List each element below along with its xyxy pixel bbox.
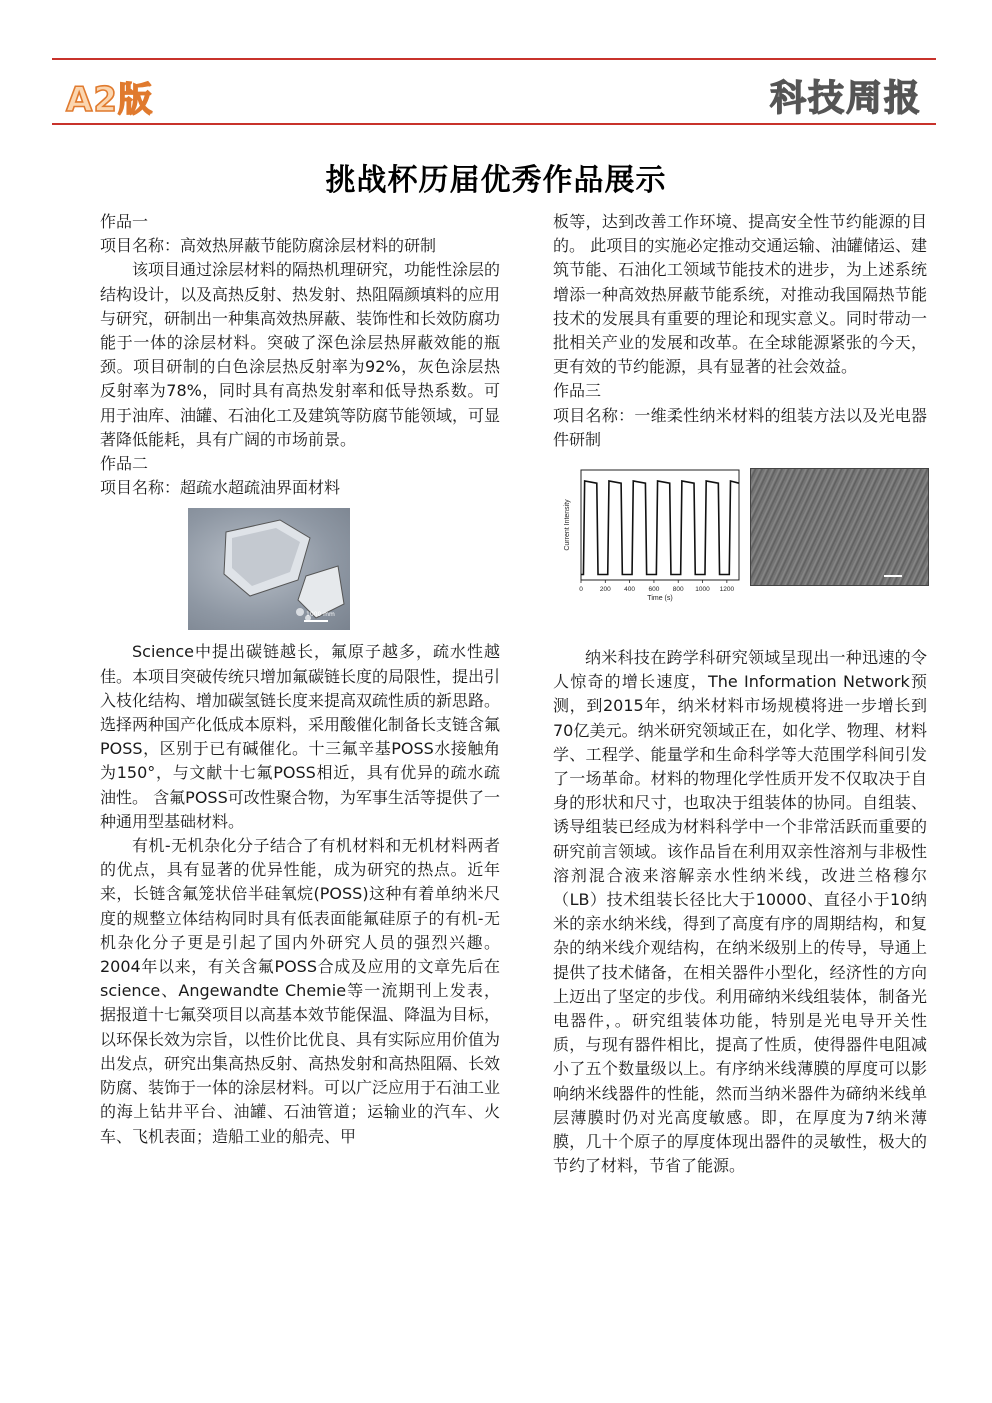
- work3-project-name: 项目名称：一维柔性纳米材料的组装方法以及光电器件研制: [553, 405, 927, 449]
- series-line-0: [581, 481, 739, 575]
- photocurrent-chart: [553, 466, 743, 603]
- figure-row: [553, 466, 927, 626]
- x-tick-label-600: 600: [648, 586, 660, 594]
- x-tick-label-800: 800: [672, 586, 684, 594]
- header-bottom-rule: [52, 123, 936, 125]
- sem-scale-bar: [884, 575, 902, 577]
- edition-label: A2版: [66, 80, 153, 120]
- masthead-title: 科技周报: [769, 78, 922, 119]
- sem-image: [750, 468, 929, 586]
- y-axis-label: Current Intensity: [564, 499, 571, 551]
- work2-continued: 板等，达到改善工作环境、提高安全性节约能源的目的。 此项目的实施必定推动交通运输、油罐储运、建筑节能、石油化工领域节能技术的进步，为上述系统增添一种高效热屏蔽节能系统，对推动我国隔热节能技术的发展具有重要的理论和现实意义。同时带动一批相关产业的发展和改革。在全球能源紧张的今天，更有效的节约能源，具有显著的社会效益。: [553, 212, 927, 377]
- x-tick-label-400: 400: [624, 586, 636, 594]
- work2-para2: 有机-无机杂化分子结合了有机材料和无机材料两者的优点，具有显著的优异性能，成为研究的热点。近年来，长链含氟笼状倍半硅氧烷(POSS)这种有着单纳米尺度的规整立体结构同时具有低表面能氟硅原子的有机-无机杂化分子更是引起了国内外研究人员的强烈兴趣。2004年以来，有关含氟POSS合成及应用的文章先后在science、Angewandte Chemie等一流期刊上发表，据报道十七氟癸项目以高基本效节能保温、降温为目标，以环保长效为宗旨，以性价比优良、具有实际应用价值为出发点，研究出集高热反射、高热发射和高热阻隔、长效防腐、装饰于一体的涂层材料。可以广泛应用于石油工业的海上钻井平台、油罐、石油管道；运输业的汽车、火车、飞机表面；造船工业的船壳、甲: [100, 836, 501, 1146]
- x-tick-label-0: 0: [579, 586, 583, 594]
- work3-label: 作品三: [553, 381, 602, 401]
- work1-project-name: 项目名称：高效热屏蔽节能防腐涂层材料的研制: [100, 236, 437, 256]
- work2-label: 作品二: [100, 454, 149, 474]
- x-axis-label: Time (s): [647, 595, 673, 603]
- plot-frame: [581, 470, 739, 580]
- work3-body: 纳米科技在跨学科研究领域呈现出一种迅速的令人惊奇的增长速度，The Information Network预测，到2015年，纳米材料市场规模将进一步增长到70亿美元。纳米研究领域正在，如化学、物理、材料学、工程学、能量学和生命科学等大范围学科间引发了一场革命。材料的物理化学性质开发不仅取决于自身的形状和尺寸，也取决于组装体的协同。自组装、诱导组装已经成为材料科学中一个非常活跃而重要的研究前言领域。该作品旨在利用双亲性溶剂与非极性溶剂混合液来溶解亲水性纳米线，改进兰格穆尔（LB）技术组装长径比大于10000、直径小于10纳米的亲水纳米线，得到了高度有序的周期结构，和复杂的纳米线介观结构，在纳米级别上的传导，导通上提供了技术储备，在相关器件小型化，经济性的方向上迈出了坚定的步伐。利用碲纳米线组装体，制备光电器件，。研究组装体功能，特别是光电导开关性质，与现有器件相比，提高了性质，使得器件电阻减小了五个数量级以上。有序纳米线薄膜的厚度可以影响纳米线器件的性能，然而当纳米器件为碲纳米线单层薄膜时仍对光高度敏感。即，在厚度为7纳米薄膜，几十个原子的厚度体现出器件的灵敏性，极大的节约了材料，节省了能源。: [553, 648, 927, 1176]
- x-tick-label-1000: 1000: [695, 586, 710, 594]
- work2-para1: Science中提出碳链越长，氟原子越多，疏水性越佳。本项目突破传统只增加氟碳链长度的局限性，提出引入枝化结构、增加碳氢链长度来提高双疏性质的新思路。 选择两种国产化低成本原料，采用酸催化制备长支链含氟POSS，区别于已有碱催化。十三氟辛基POSS水接触角为150°，与文献十七氟POSS相近，具有优异的疏水疏油性。 含氟POSS可改性聚合物，为军事生活等提供了一种通用型基础材料。: [100, 642, 501, 831]
- work1-body: 该项目通过涂层材料的隔热机理研究，功能性涂层的结构设计，以及高热反射、热发射、热阻隔颜填料的应用与研究，研制出一种集高效热屏蔽、装饰性和长效防腐功能于一体的涂层材料。突破了深色涂层热屏蔽效能的瓶颈。项目研制的白色涂层热反射率为92%，灰色涂层热反射率为78%，同时具有高热发射率和低导热系数。可用于油库、油罐、石油化工及建筑等防腐节能领域，可显著降低能耗，具有广阔的市场前景。: [100, 260, 501, 449]
- scale-bar-label: 1000 mm: [306, 611, 335, 619]
- work2-project-name: 项目名称：超疏水超疏油界面材料: [100, 478, 341, 498]
- material-sample-photo: [188, 508, 350, 630]
- work1-label: 作品一: [100, 212, 149, 231]
- x-tick-label-200: 200: [599, 586, 611, 594]
- x-tick-label-1200: 1200: [719, 586, 735, 594]
- right-column: [553, 210, 927, 1179]
- left-column: [100, 210, 500, 1149]
- page-title: 挑战杯历届优秀作品展示: [325, 163, 667, 198]
- header-top-rule: [52, 58, 936, 60]
